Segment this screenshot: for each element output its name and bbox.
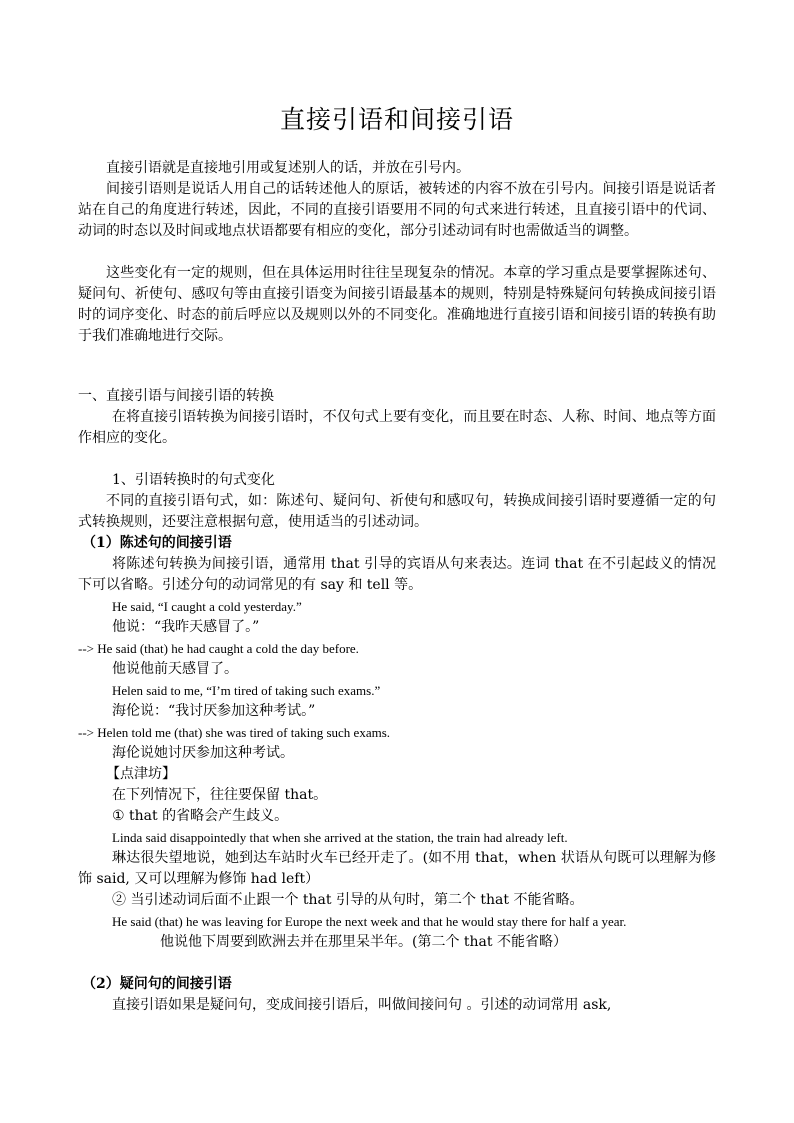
- tip-item-2: ② 当引述动词后面不止跟一个 that 引导的从句时，第二个 that 不能省略。: [112, 892, 584, 908]
- tip-intro: 在下列情况下，往往要保留 that。: [112, 787, 328, 803]
- section-1-heading: 一、直接引语与间接引语的转换: [78, 388, 274, 404]
- example-1-result: 他说他前天感冒了。: [112, 661, 238, 677]
- tip-item-1: ① that 的省略会产生歧义。: [112, 808, 289, 824]
- part-1-paragraph: 将陈述句转换为间接引语，通常用 that 引导的宾语从句来表达。连词 that 在不引起歧义的情况下可以省略。引述分句的动词常见的有 say 和 tell 等。: [78, 556, 716, 593]
- tip-item-2-example: He said (that) he was leaving for Europe the next week and that he would stay there for half a year.: [112, 914, 627, 929]
- intro-paragraph-2: 间接引语则是说话人用自己的话转述他人的原话，被转述的内容不放在引号内。间接引语是说话者站在自己的角度进行转述，因此，不同的直接引语要用不同的句式来进行转述，且直接引语中的代词、动词的时态以及时间或地点状语都要有相应的变化，部分引述动词有时也需做适当的调整。: [78, 181, 716, 239]
- example-2-indirect: --> Helen told me (that) she was tired of taking such exams.: [78, 725, 391, 740]
- tip-heading: 【点津坊】: [106, 766, 176, 782]
- subsection-1-paragraph: 不同的直接引语句式，如：陈述句、疑问句、祈使句和感叹句，转换成间接引语时要遵循一定的句式转换规则，还要注意根据句意，使用适当的引述动词。: [78, 493, 716, 530]
- subsection-1-heading: 1、引语转换时的句式变化: [112, 472, 275, 488]
- section-1-paragraph: 在将直接引语转换为间接引语时，不仅句式上要有变化，而且要在时态、人称、时间、地点等方面作相应的变化。: [78, 409, 716, 446]
- example-2-chinese: 海伦说：“我讨厌参加这种考试。”: [112, 703, 316, 719]
- example-2-direct: Helen said to me, “I’m tired of taking such exams.”: [112, 683, 381, 698]
- part-1-heading: （1）陈述句的间接引语: [82, 535, 232, 551]
- intro-paragraph-1: 直接引语就是直接地引用或复述别人的话，并放在引号内。: [106, 160, 470, 176]
- document-title: 直接引语和间接引语: [279, 105, 514, 134]
- tip-item-1-translation: 琳达很失望地说，她到达车站时火车已经开走了。(如不用 that，when 状语从句既可以理解为修饰 said, 又可以理解为修饰 had left）: [78, 850, 716, 887]
- example-1-indirect: --> He said (that) he had caught a cold the day before.: [78, 641, 359, 656]
- tip-item-1-example: Linda said disappointedly that when she arrived at the station, the train had already left.: [112, 830, 568, 845]
- part-2-paragraph: 直接引语如果是疑问句，变成间接引语后，叫做间接问句 。引述的动词常用 ask,: [112, 997, 612, 1013]
- example-2-result: 海伦说她讨厌参加这种考试。: [112, 745, 294, 761]
- part-2-heading: （2）疑问句的间接引语: [82, 976, 232, 992]
- tip-item-2-translation: 他说他下周要到欧洲去并在那里呆半年。(第二个 that 不能省略）: [160, 934, 567, 950]
- example-1-chinese: 他说：“我昨天感冒了。”: [112, 619, 260, 635]
- intro-paragraph-3: 这些变化有一定的规则，但在具体运用时往往呈现复杂的情况。本章的学习重点是要掌握陈述句、疑问句、祈使句、感叹句等由直接引语变为间接引语最基本的规则，特别是特殊疑问句转换成间接引语时的词序变化、时态的前后呼应以及规则以外的不同变化。准确地进行直接引语和间接引语的转换有助于我们准确地进行交际。: [78, 265, 716, 344]
- example-1-direct: He said, “I caught a cold yesterday.”: [112, 599, 302, 614]
